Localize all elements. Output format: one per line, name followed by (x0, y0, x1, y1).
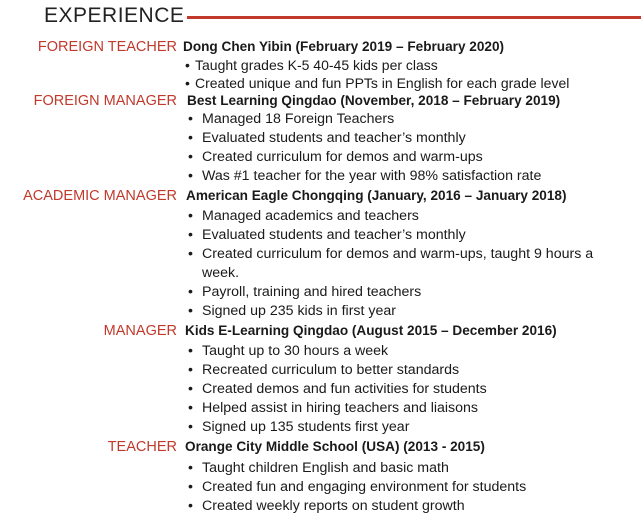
list-item: • Created curriculum for demos and warm-ups (185, 148, 640, 167)
list-item: • Was #1 teacher for the year with 98% satisfaction rate (185, 167, 640, 186)
section-divider (187, 16, 641, 19)
list-item: • Taught up to 30 hours a week (185, 342, 640, 361)
list-item: • Created demos and fun activities for students (185, 380, 640, 399)
job-organization: Kids E-Learning Qingdao (August 2015 – December 2016) (185, 323, 557, 338)
list-item: • Created fun and engaging environment for students (185, 478, 640, 497)
job-bullets (185, 110, 640, 186)
list-item: • Created curriculum for demos and warm-ups, taught 9 hours a week. (185, 245, 595, 283)
job-role: ACADEMIC MANAGER (23, 188, 177, 204)
list-item: • Recreated curriculum to better standards (185, 361, 640, 380)
list-item: • Taught children English and basic math (185, 459, 640, 478)
list-item: • Managed academics and teachers (185, 207, 595, 226)
job-role: TEACHER (107, 439, 177, 455)
job-role: FOREIGN MANAGER (33, 93, 177, 109)
list-item: • Payroll, training and hired teachers (185, 283, 595, 302)
job-bullets (185, 459, 640, 516)
list-item: • Signed up 135 students first year (185, 418, 640, 437)
list-item: • Created unique and fun PPTs in English for each grade level (183, 74, 638, 92)
list-item: • Managed 18 Foreign Teachers (185, 110, 640, 129)
job-role: MANAGER (103, 323, 177, 339)
list-item: • Evaluated students and teacher’s monthly (185, 226, 595, 245)
list-item: • Created weekly reports on student growth (185, 497, 640, 516)
job-organization: Dong Chen Yibin (February 2019 – February 2020) (183, 39, 505, 54)
job-bullets (185, 207, 595, 322)
list-item: • Evaluated students and teacher’s monthly (185, 129, 640, 148)
job-bullets (185, 342, 640, 437)
job-bullets (183, 56, 638, 92)
section-title: EXPERIENCE (44, 4, 185, 27)
list-item: • Helped assist in hiring teachers and liaisons (185, 399, 640, 418)
job-organization: Orange City Middle School (USA) (2013 - 2015) (185, 439, 485, 454)
job-organization: Best Learning Qingdao (November, 2018 – February 2019) (187, 93, 561, 108)
list-item: • Signed up 235 kids in first year (185, 302, 595, 321)
job-organization: American Eagle Chongqing (January, 2016 – January 2018) (186, 188, 567, 203)
list-item: • Taught grades K-5 40-45 kids per class (183, 56, 638, 74)
job-role: FOREIGN TEACHER (37, 39, 177, 55)
